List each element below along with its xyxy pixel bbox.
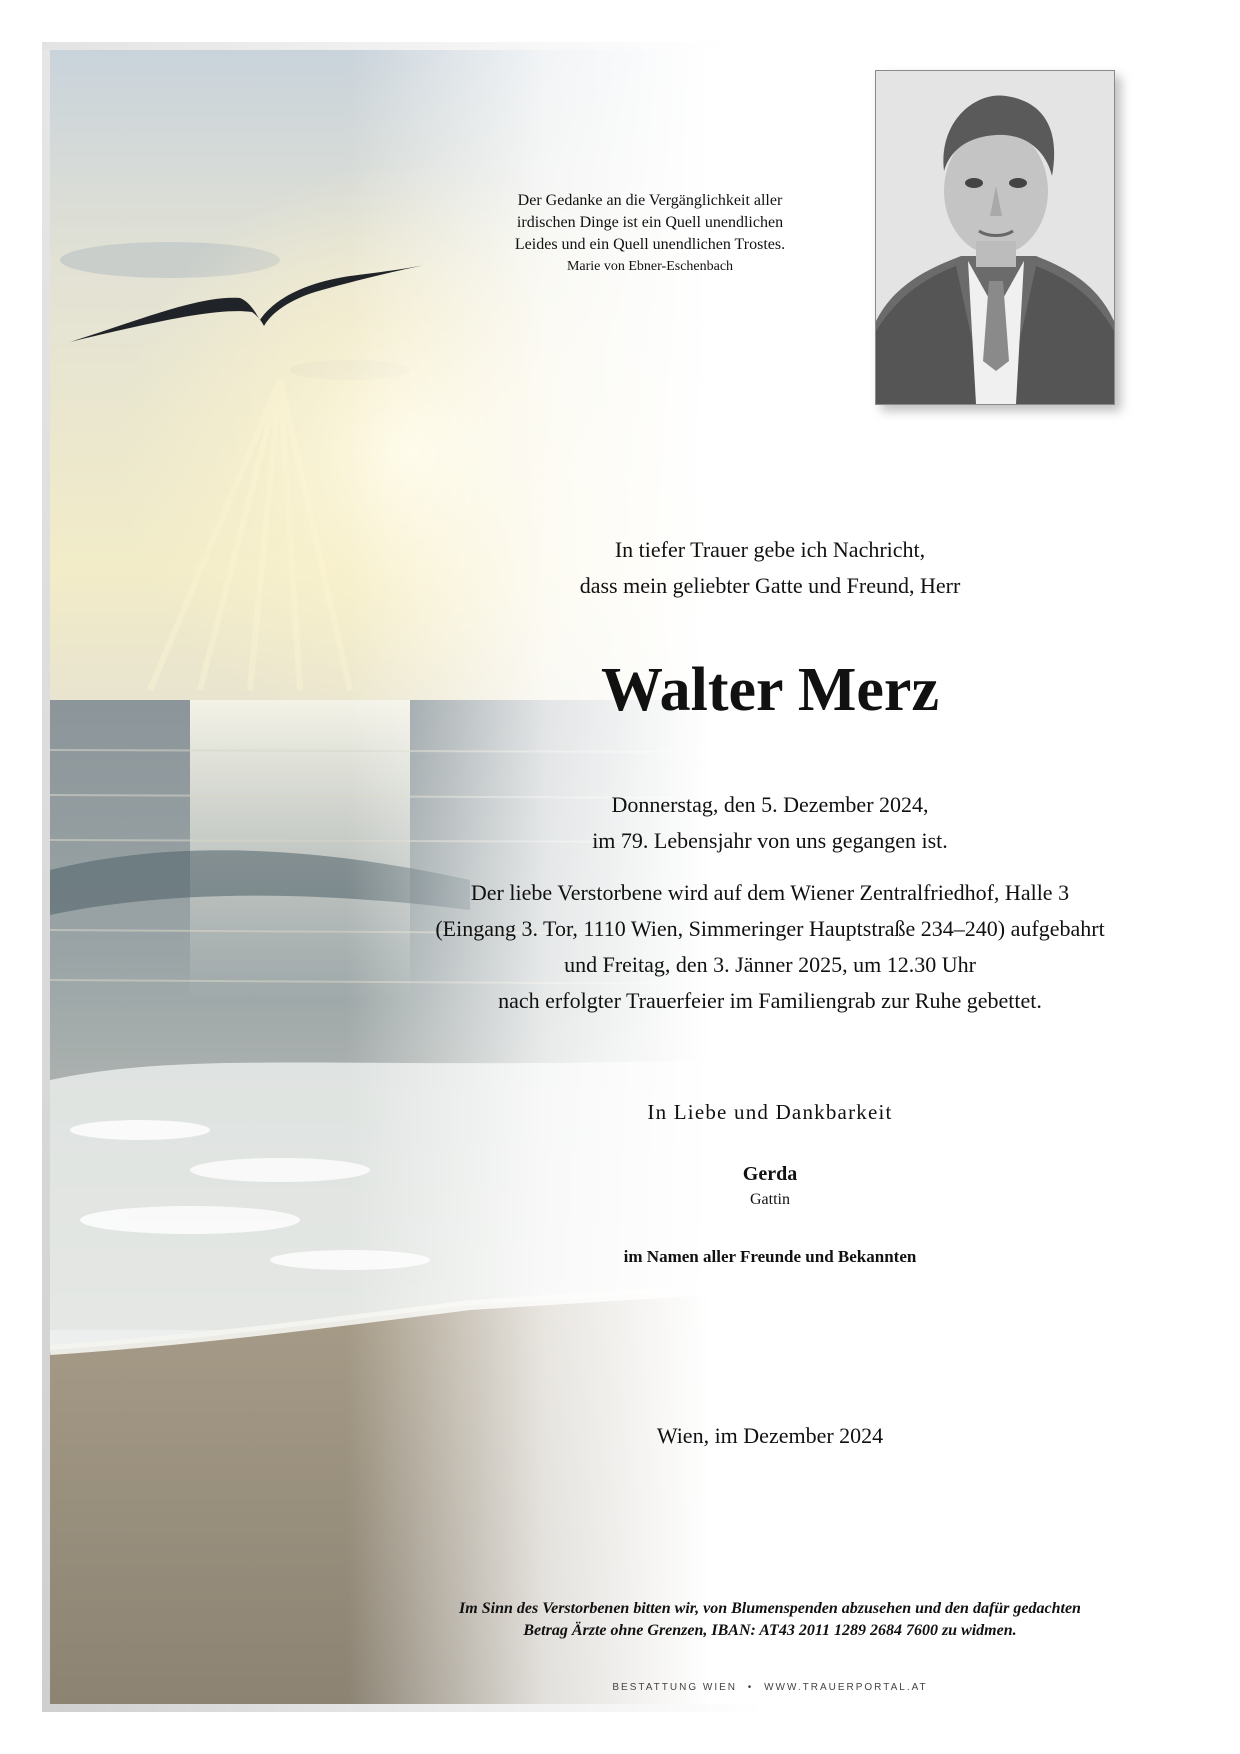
death-age-line: im 79. Lebensjahr von uns gegangen ist. (592, 828, 948, 853)
donation-request (370, 1598, 1170, 1642)
intro-line-1: In tiefer Trauer gebe ich Nachricht, (614, 537, 926, 562)
frame-top-edge (42, 42, 732, 50)
quote-line: Der Gedanke an die Vergänglichkeit aller (517, 192, 783, 209)
signer-name: Gerda (742, 1163, 798, 1185)
donation-line-2: Betrag Ärzte ohne Grenzen, IBAN: AT43 2011 1289 2684 7600 zu widmen. (523, 1622, 1017, 1639)
death-notice (370, 787, 1170, 859)
signer-role: Gattin (750, 1191, 790, 1208)
footer-company: BESTATTUNG WIEN (612, 1682, 737, 1693)
on-behalf-line: im Namen aller Freunde und Bekannten (623, 1247, 917, 1266)
ceremony-line: nach erfolgter Trauerfeier im Familiengrab zur Ruhe gebettet. (498, 988, 1042, 1013)
quote-line: Leides und ein Quell unendlichen Trostes. (514, 236, 786, 253)
ceremony-line: (Eingang 3. Tor, 1110 Wien, Simmeringer Hauptstraße 234–240) aufgebahrt (435, 916, 1105, 941)
closing-phrase: In Liebe und Dankbarkeit (647, 1100, 893, 1124)
deceased-name: Walter Merz (601, 656, 939, 724)
footer (600, 1682, 940, 1693)
ceremony-details (370, 875, 1170, 1019)
intro-text (370, 532, 1170, 604)
frame-bottom-edge (42, 1704, 762, 1712)
footer-separator: • (747, 1682, 754, 1693)
death-date-line: Donnerstag, den 5. Dezember 2024, (611, 792, 929, 817)
footer-website: WWW.TRAUERPORTAL.AT (764, 1682, 928, 1693)
portrait-photo (875, 70, 1115, 405)
quote-block (440, 190, 860, 277)
intro-line-2: dass mein geliebter Gatte und Freund, Herr (579, 573, 961, 598)
donation-line-1: Im Sinn des Verstorbenen bitten wir, von Blumenspenden abzusehen und den dafür gedachten (459, 1600, 1081, 1617)
place-and-date: Wien, im Dezember 2024 (656, 1423, 884, 1448)
frame-left-edge (42, 42, 50, 1712)
ceremony-line: Der liebe Verstorbene wird auf dem Wiener Zentralfriedhof, Halle 3 (470, 880, 1070, 905)
quote-line: irdischen Dinge ist ein Quell unendlichen (516, 214, 784, 231)
ceremony-line: und Freitag, den 3. Jänner 2025, um 12.30 Uhr (564, 952, 976, 977)
quote-author: Marie von Ebner-Eschenbach (566, 259, 734, 274)
